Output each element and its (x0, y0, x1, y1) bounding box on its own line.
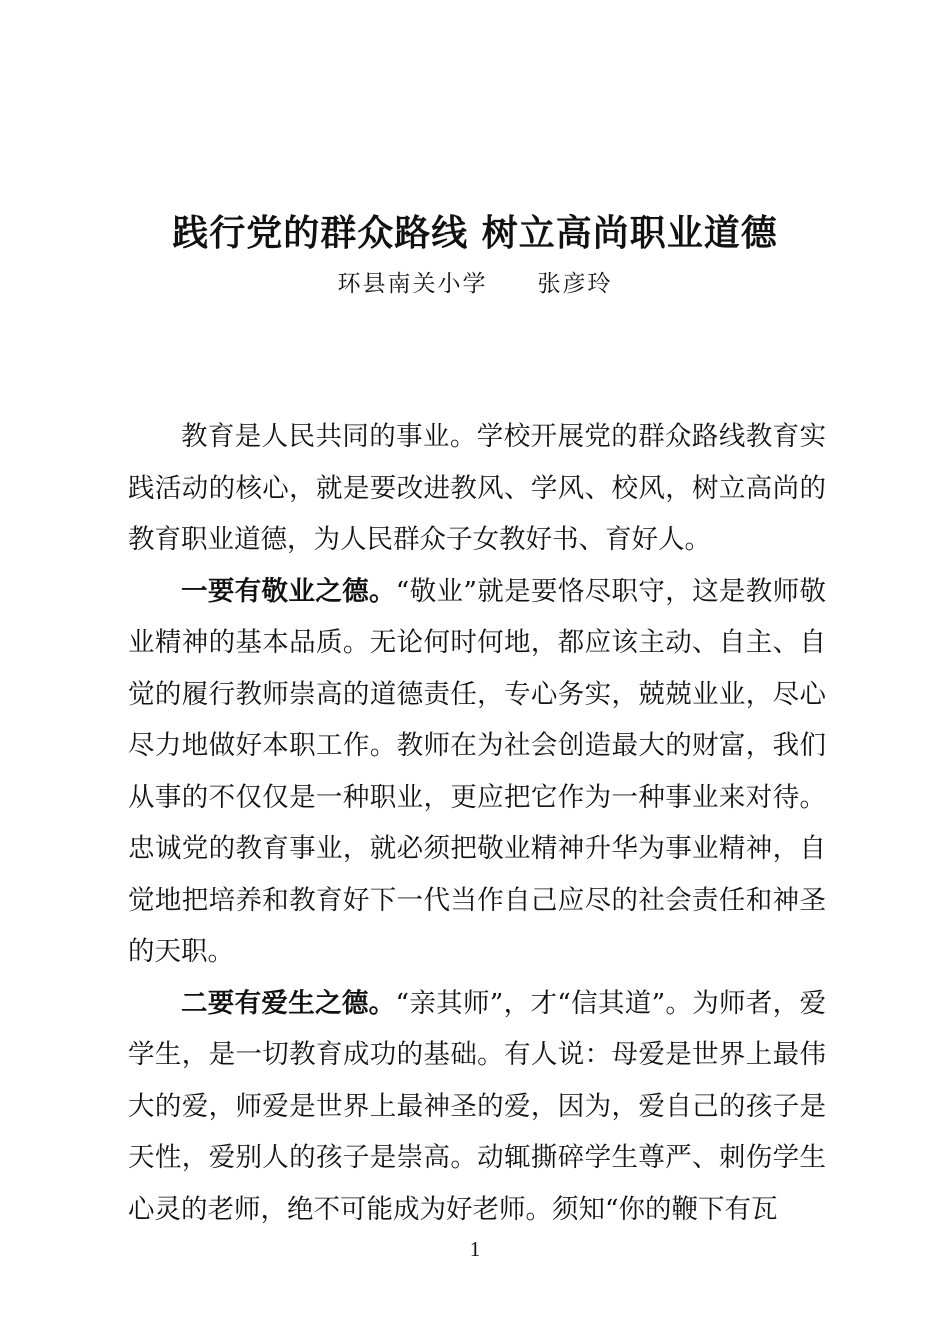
paragraph-lead: 一要有敬业之德。 (181, 575, 396, 607)
paragraph-lead: 二要有爱生之德。 (181, 987, 396, 1019)
paragraph-dedication (128, 566, 826, 978)
paragraph-love-students (128, 978, 826, 1236)
document-title: 践行党的群众路线 树立高尚职业道德 (172, 212, 778, 254)
paragraph-text: “敬业”就是要恪尽职守，这是教师敬业精神的基本品质。无论何时何地，都应该主动、自主、自觉的履行教师崇高的道德责任，专心务实，兢兢业业，尽心尽力地做好本职工作。教师在为社会创造最大的财富，我们从事的不仅仅是一种职业，更应把它作为一种事业来对待。忠诚党的教育事业，就必须把敬业精神升华为事业精神，自觉地把培养和教育好下一代当作自己应尽的社会责任和神圣的天职。 (128, 575, 826, 967)
page-number: 1 (469, 1237, 481, 1261)
paragraph-intro (128, 411, 826, 566)
author-line: 环县南关小学 张彦玲 (337, 271, 613, 297)
paragraph-text: 教育是人民共同的事业。学校开展党的群众路线教育实践活动的核心，就是要改进教风、学风、校风，树立高尚的教育职业道德，为人民群众子女教好书、育好人。 (128, 421, 826, 555)
paragraph-text: “亲其师”，才“信其道”。为师者，爱学生，是一切教育成功的基础。有人说：母爱是世界上最伟大的爱，师爱是世界上最神圣的爱，因为，爱自己的孩子是天性，爱别人的孩子是崇高。动辄撕碎学生尊严、刺伤学生心灵的老师，绝不可能成为好老师。须知“你的鞭下有瓦 (128, 987, 826, 1225)
document-body (128, 411, 826, 1235)
